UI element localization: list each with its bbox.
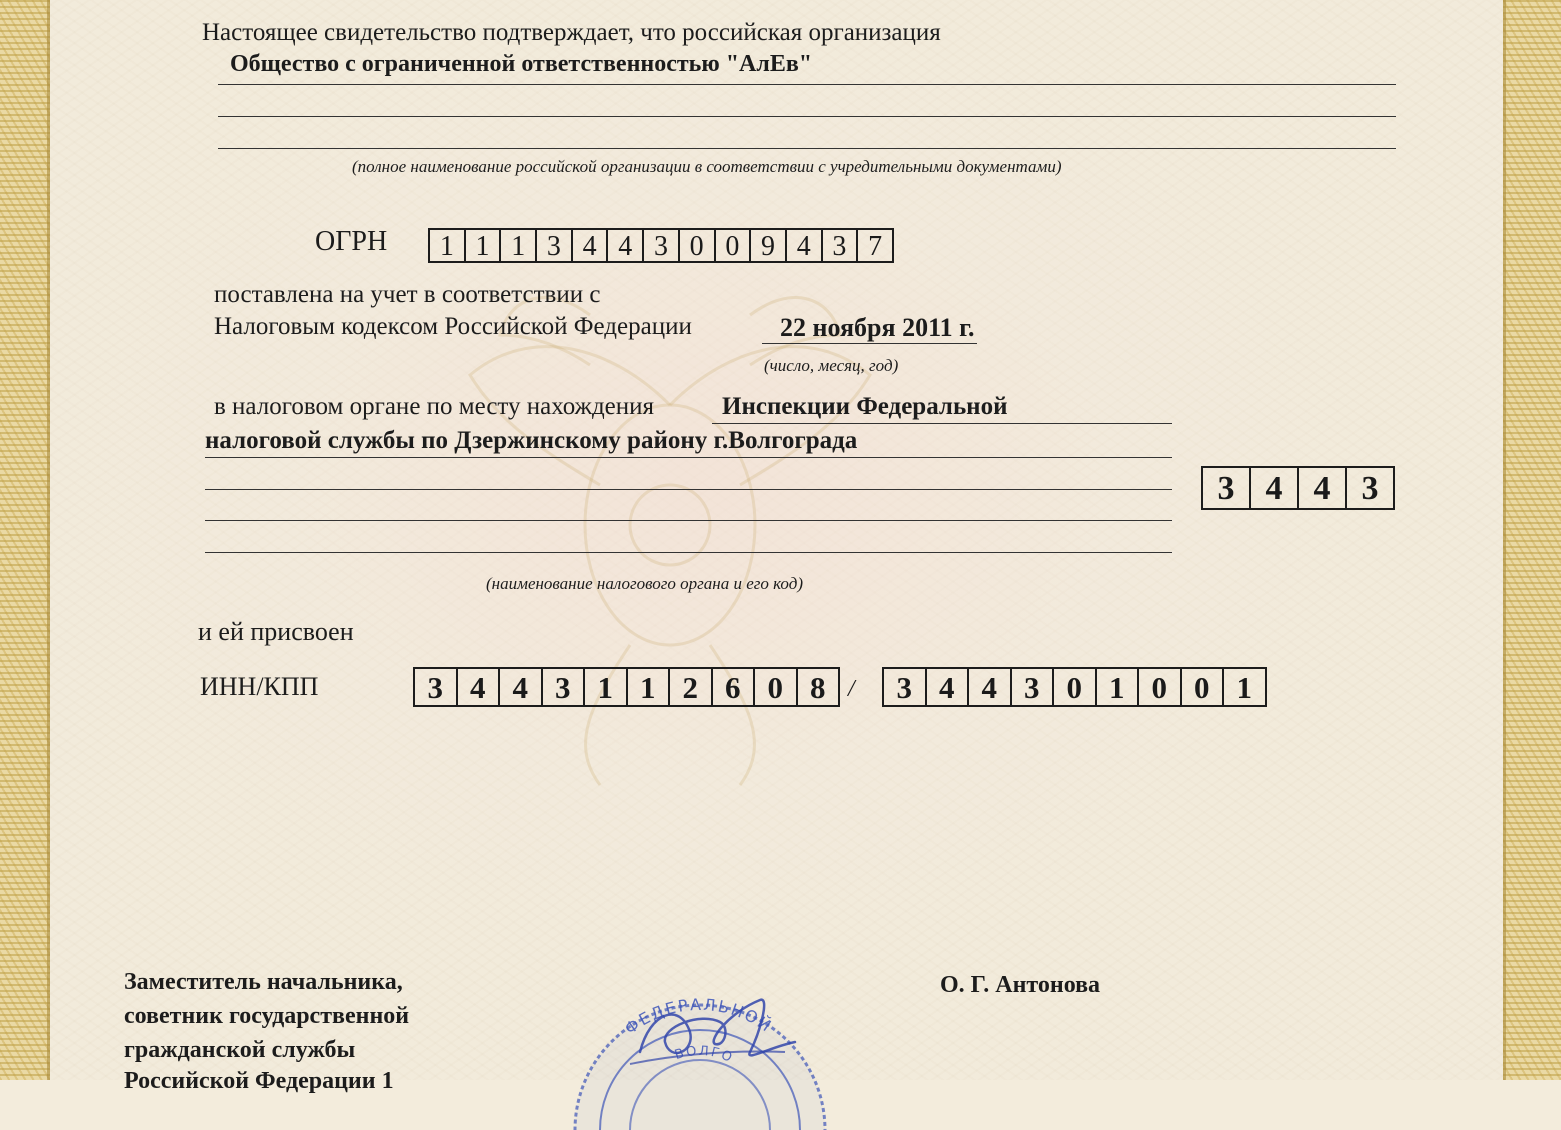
- tax-office-label: в налоговом органе по месту нахождения: [214, 393, 655, 420]
- registration-line-2: Налоговым кодексом Российской Федерации: [214, 313, 692, 340]
- tax-office-code-digit: 4: [1251, 468, 1299, 508]
- ornamental-border-right: [1503, 0, 1561, 1080]
- ogrn-label: ОГРН: [315, 226, 388, 257]
- signatory-position-line-3: гражданской службы: [124, 1037, 356, 1063]
- tax-office-line-5: [205, 552, 1172, 553]
- registration-date-line: [762, 343, 977, 344]
- tax-office-name-line-1: Инспекции Федеральной: [722, 393, 1008, 420]
- kpp-digit: 3: [884, 669, 927, 705]
- kpp-digit: 0: [1054, 669, 1097, 705]
- signatory-position-line-2: советник государственной: [124, 1003, 410, 1029]
- ogrn-digit-boxes: [428, 228, 894, 263]
- intro-text: Настоящее свидетельство подтверждает, что российская организация: [202, 19, 941, 46]
- ogrn-digit: 0: [680, 230, 716, 261]
- inn-digit: 0: [755, 669, 798, 705]
- double-headed-eagle-watermark: [430, 225, 910, 795]
- inn-digit-boxes: [413, 667, 840, 707]
- inn-digit: 4: [458, 669, 501, 705]
- tax-office-code-digit: 4: [1299, 468, 1347, 508]
- registration-date-caption: (число, месяц, год): [764, 356, 899, 375]
- tax-office-line-4: [205, 520, 1172, 521]
- tax-office-code-digit: 3: [1203, 468, 1251, 508]
- org-name: Общество с ограниченной ответственностью "АлЕв": [230, 51, 813, 77]
- signatory-position-line-4: Российской Федерации 1: [124, 1068, 394, 1094]
- org-name-line-3: [218, 148, 1396, 149]
- tax-office-caption: (наименование налогового органа и его код): [486, 574, 803, 593]
- registration-line-1: поставлена на учет в соответствии с: [214, 281, 601, 308]
- stamp-outer-text: ФЕДЕРАЛЬНОЙ: [621, 994, 777, 1039]
- inn-digit: 6: [713, 669, 756, 705]
- ogrn-digit: 3: [537, 230, 573, 261]
- handwritten-signature: [610, 992, 810, 1080]
- ogrn-digit: 1: [466, 230, 502, 261]
- ornamental-border-left: [0, 0, 50, 1080]
- ogrn-digit: 1: [501, 230, 537, 261]
- assigned-label: и ей присвоен: [198, 617, 354, 646]
- inn-digit: 3: [543, 669, 586, 705]
- org-name-line-2: [218, 116, 1396, 117]
- inn-digit: 8: [810, 670, 826, 705]
- kpp-digit-boxes: [882, 667, 1267, 707]
- kpp-digit: 4: [927, 669, 970, 705]
- kpp-digit: 1: [1097, 669, 1140, 705]
- inn-kpp-separator: /: [848, 676, 855, 702]
- stamp-inner-text: ВОЛГО: [672, 1043, 736, 1067]
- ogrn-digit: 3: [644, 230, 680, 261]
- signatory-position-line-1: Заместитель начальника,: [124, 969, 403, 995]
- ogrn-digit: 4: [573, 230, 609, 261]
- tax-office-line-3: [205, 489, 1172, 490]
- org-name-line-1: [218, 84, 1396, 85]
- inn-digit: 4: [500, 669, 543, 705]
- inn-digit: 1: [585, 669, 628, 705]
- inn-digit: 2: [670, 669, 713, 705]
- ogrn-digit: 7: [868, 231, 883, 262]
- inn-digit: 3: [415, 669, 458, 705]
- ogrn-digit: 4: [608, 230, 644, 261]
- kpp-digit: 0: [1139, 669, 1182, 705]
- tax-office-line-1: [712, 423, 1172, 424]
- kpp-digit: 3: [1012, 669, 1055, 705]
- inn-digit: 1: [628, 669, 671, 705]
- kpp-digit: 1: [1236, 670, 1252, 705]
- kpp-digit: 0: [1182, 669, 1225, 705]
- ogrn-digit: 0: [716, 230, 752, 261]
- ogrn-digit: 1: [430, 230, 466, 261]
- registration-date: 22 ноября 2011 г.: [780, 313, 975, 342]
- tax-office-code-digit: 3: [1361, 470, 1379, 507]
- ogrn-digit: 4: [787, 230, 823, 261]
- signatory-name: О. Г. Антонова: [940, 972, 1101, 998]
- tax-office-code-boxes: [1201, 466, 1395, 510]
- tax-office-name-line-2: налоговой службы по Дзержинскому району г.Волгограда: [205, 427, 858, 454]
- inn-kpp-label: ИНН/КПП: [200, 672, 319, 701]
- ogrn-digit: 3: [823, 230, 859, 261]
- tax-office-line-2: [205, 457, 1172, 458]
- ogrn-digit: 9: [751, 230, 787, 261]
- kpp-digit: 4: [969, 669, 1012, 705]
- org-name-caption: (полное наименование российской организации в соответствии с учредительными документами): [352, 157, 1062, 176]
